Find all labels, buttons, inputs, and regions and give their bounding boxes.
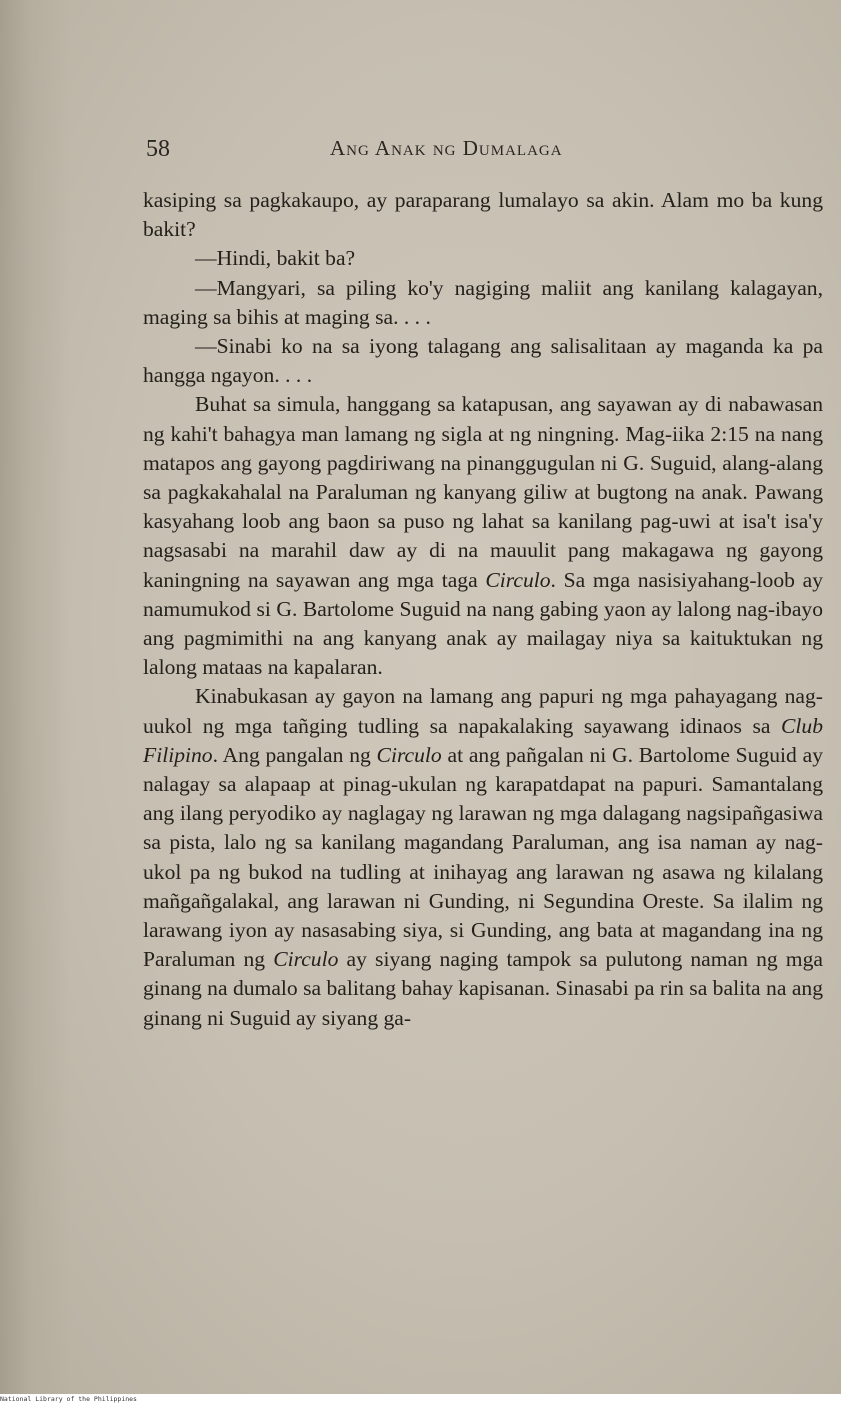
library-credit: National Library of the Philippines: [0, 1395, 137, 1403]
dialogue-line: —Mangyari, sa piling ko'y nagiging maliit ang kanilang kalagayan, maging sa bihis at maging sa. . . .: [143, 275, 823, 329]
page-binding-shadow: [0, 0, 70, 1394]
book-title: Ang Anak ng Dumalaga: [330, 136, 563, 160]
paragraph: Kinabukasan ay gayon na lamang ang papuri ng mga pahayagang nag-uukol ng mga tañging tudling sa napakalaking sayawang idinaos sa Club Filipino. Ang pangalan ng Circulo at ang pañgalan ni G. Bartolome Suguid ay nalagay sa alapaap at pinag-ukulan ng karapatdapat na papuri. Samantalang ang ilang peryodiko ay naglagay ng larawan ng mga dalagang nagsipañgasiwa sa pista, lalo ng sa kanilang magandang Paraluman, ang isa naman ay nag-ukol pa ng bukod na tudling at inihayag ang larawan ng asawa ng kilalang mañgañgalakal, ang larawan ni Gunding, ni Segundina Oreste. Sa ilalim ng larawang iyon ay nasasabing siya, si Gunding, ang bata at magandang ina ng Paraluman ng Circulo ay siyang naging tampok sa pulutong naman ng mga ginang na dumalo sa balitang bahay kapisanan. Sinasabi pa rin sa balita na ang ginang ni Suguid ay siyang ga-: [143, 684, 824, 1030]
italic-term: Circulo: [376, 742, 442, 767]
italic-term: Club Filipino: [143, 713, 823, 767]
paragraph-continuation: kasiping sa pagkakaupo, ay paraparang lumalayo sa akin. Alam mo ba kung bakit?: [143, 188, 823, 242]
italic-term: Circulo: [485, 567, 551, 592]
italic-term: Circulo: [273, 947, 339, 972]
page-number: 58: [146, 136, 170, 162]
paragraph: Buhat sa simula, hanggang sa katapusan, ang sayawan ay di nabawasan ng kahi't bahagya man lamang ng sigla at ng ningning. Mag-iika 2:15 na nang matapos ang gayong pagdiriwang na pinanggugulan ni G. Suguid, alang-alang sa pagkakahalal na Paraluman ng kanyang giliw at bugtong na anak. Pawang kasyahang loob ang baon sa puso ng lahat sa kanilang pag-uwi at isa't isa'y nagsasabi na marahil daw ay di na mauulit pang makagawa ng gayong kaningning na sayawan ang mga taga Circulo. Sa mga nasisiyahang-loob ay namumukod si G. Bartolome Suguid na nang gabing yaon ay lalong nag-ibayo ang pagmimithi na ang kanyang anak ay mailagay niya sa kaituktukan ng lalong mataas na kapalaran.: [143, 392, 823, 680]
dialogue-line: —Sinabi ko na sa iyong talagang ang salisalitaan ay maganda ka pa hangga ngayon. . . .: [143, 334, 823, 388]
dialogue-line: —Hindi, bakit ba?: [195, 246, 356, 271]
body-text: [143, 186, 823, 1033]
